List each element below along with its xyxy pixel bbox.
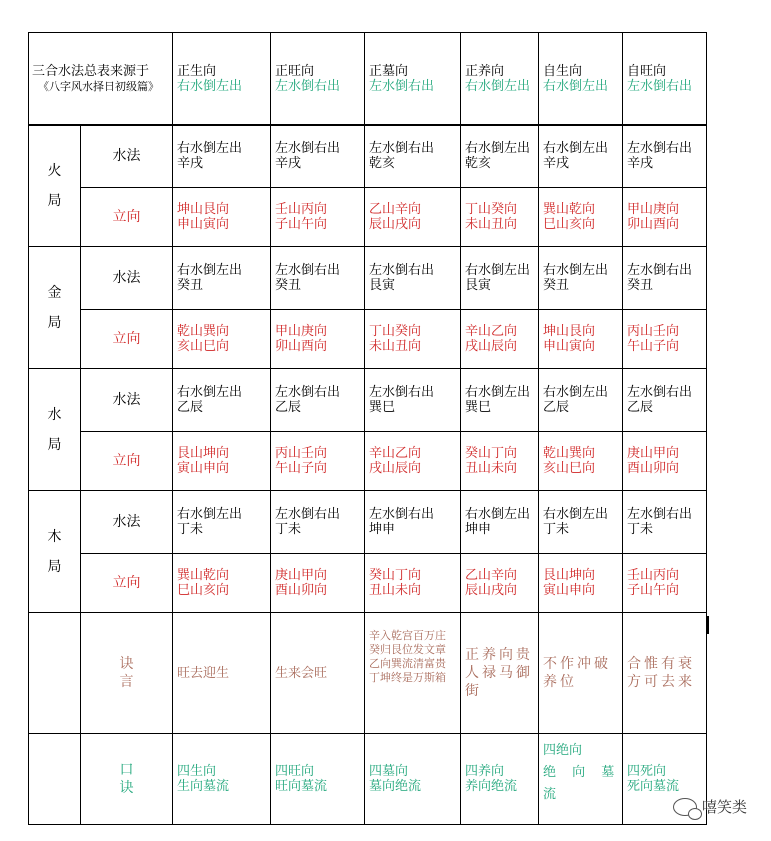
water-cell: 左水倒右出 丁未 (271, 491, 365, 554)
text-cursor (707, 616, 709, 634)
col-head: 自生向 右水倒左出 (539, 33, 623, 126)
water-cell: 右水倒左出 癸丑 (539, 247, 623, 310)
water-cell: 左水倒右出 乙辰 (623, 369, 707, 432)
col-head: 正旺向 左水倒右出 (271, 33, 365, 126)
water-cell: 右水倒左出 乙辰 (173, 369, 271, 432)
col-head: 正养向 右水倒左出 (461, 33, 539, 126)
water-label: 水法 (81, 369, 173, 432)
water-cell: 右水倒左出 巽巳 (461, 369, 539, 432)
direction-cell: 庚山甲向 酉山卯向 (271, 554, 365, 613)
group-name: 火 局 (29, 125, 81, 247)
direction-cell: 巽山乾向 巳山亥向 (173, 554, 271, 613)
koujue-cell: 四旺向 旺向墓流 (271, 734, 365, 825)
direction-cell: 辛山乙向 戌山辰向 (365, 432, 461, 491)
direction-cell: 辛山乙向 戌山辰向 (461, 310, 539, 369)
col-head: 自旺向 左水倒右出 (623, 33, 707, 126)
koujue-cell: 四生向 生向墓流 (173, 734, 271, 825)
water-cell: 右水倒左出 辛戌 (173, 125, 271, 188)
water-cell: 左水倒右出 艮寅 (365, 247, 461, 310)
koujue-label: 口诀 (81, 734, 173, 825)
water-label: 水法 (81, 491, 173, 554)
water-cell: 右水倒左出 艮寅 (461, 247, 539, 310)
water-row (29, 369, 707, 432)
direction-cell: 丁山癸向 未山丑向 (365, 310, 461, 369)
direction-label: 立向 (81, 554, 173, 613)
direction-cell: 巽山乾向 巳山亥向 (539, 188, 623, 247)
jueyan-cell: 辛入乾宫百万庄 癸归艮位发文章 乙向巽流清富贵 丁坤终是万斯箱 (365, 613, 461, 734)
direction-row (29, 554, 707, 613)
koujue-cell: 四养向 养向绝流 (461, 734, 539, 825)
direction-cell: 艮山坤向 寅山申向 (173, 432, 271, 491)
direction-cell: 甲山庚向 卯山酉向 (623, 188, 707, 247)
water-cell: 左水倒右出 乾亥 (365, 125, 461, 188)
direction-cell: 乾山巽向 亥山巳向 (173, 310, 271, 369)
sanhe-body (28, 124, 707, 825)
water-row (29, 491, 707, 554)
water-cell: 左水倒右出 丁未 (623, 491, 707, 554)
direction-row (29, 188, 707, 247)
direction-cell: 坤山艮向 申山寅向 (173, 188, 271, 247)
col-head: 正生向 右水倒左出 (173, 33, 271, 126)
jueyan-row (29, 613, 707, 734)
koujue-cell: 四死向 死向墓流 (623, 734, 707, 825)
direction-row (29, 432, 707, 491)
direction-label: 立向 (81, 432, 173, 491)
water-row (29, 125, 707, 188)
direction-row (29, 310, 707, 369)
water-cell: 右水倒左出 癸丑 (173, 247, 271, 310)
jueyan-cell: 正养向贵人禄马御街 (461, 613, 539, 734)
title-source: 《八字风水择日初级篇》 (38, 80, 159, 93)
direction-cell: 丙山壬向 午山子向 (271, 432, 365, 491)
sanhe-water-table (28, 32, 707, 126)
direction-cell: 壬山丙向 子山午向 (623, 554, 707, 613)
water-cell: 右水倒左出 辛戌 (539, 125, 623, 188)
watermark-text: 嘻笑类 (701, 798, 747, 816)
water-cell: 左水倒右出 辛戌 (623, 125, 707, 188)
direction-cell: 乾山巽向 亥山巳向 (539, 432, 623, 491)
direction-cell: 乙山辛向 辰山戌向 (461, 554, 539, 613)
header-row (29, 33, 707, 126)
water-cell: 右水倒左出 乾亥 (461, 125, 539, 188)
water-cell: 左水倒右出 癸丑 (623, 247, 707, 310)
direction-cell: 庚山甲向 酉山卯向 (623, 432, 707, 491)
direction-cell: 丁山癸向 未山丑向 (461, 188, 539, 247)
direction-cell: 癸山丁向 丑山未向 (461, 432, 539, 491)
table-title (29, 33, 173, 126)
water-cell: 左水倒右出 坤申 (365, 491, 461, 554)
koujue-cell: 四绝向 绝 向 墓 流 (539, 734, 623, 825)
group-name: 木 局 (29, 491, 81, 613)
jueyan-cell: 旺去迎生 (173, 613, 271, 734)
group-name: 水 局 (29, 369, 81, 491)
direction-cell: 丙山壬向 午山子向 (623, 310, 707, 369)
water-cell: 左水倒右出 巽巳 (365, 369, 461, 432)
col-head: 正墓向 左水倒右出 (365, 33, 461, 126)
koujue-row (29, 734, 707, 825)
water-row (29, 247, 707, 310)
water-cell: 右水倒左出 丁未 (539, 491, 623, 554)
water-cell: 右水倒左出 丁未 (173, 491, 271, 554)
koujue-cell: 四墓向 墓向绝流 (365, 734, 461, 825)
water-cell: 左水倒右出 乙辰 (271, 369, 365, 432)
water-cell: 左水倒右出 辛戌 (271, 125, 365, 188)
jueyan-cell: 生来会旺 (271, 613, 365, 734)
direction-cell: 乙山辛向 辰山戌向 (365, 188, 461, 247)
direction-cell: 甲山庚向 卯山酉向 (271, 310, 365, 369)
direction-label: 立向 (81, 310, 173, 369)
wechat-icon (673, 798, 697, 816)
direction-cell: 癸山丁向 丑山未向 (365, 554, 461, 613)
water-cell: 右水倒左出 乙辰 (539, 369, 623, 432)
direction-cell: 艮山坤向 寅山申向 (539, 554, 623, 613)
direction-cell: 坤山艮向 申山寅向 (539, 310, 623, 369)
direction-cell: 壬山丙向 子山午向 (271, 188, 365, 247)
water-cell: 右水倒左出 坤申 (461, 491, 539, 554)
jueyan-cell: 不作冲破养位 (539, 613, 623, 734)
jueyan-cell: 合惟有衰方可去来 (623, 613, 707, 734)
water-label: 水法 (81, 247, 173, 310)
title-main: 三合水法总表来源于 (32, 64, 150, 79)
watermark (673, 796, 747, 817)
water-label: 水法 (81, 125, 173, 188)
jueyan-label: 诀言 (81, 613, 173, 734)
direction-label: 立向 (81, 188, 173, 247)
group-name: 金 局 (29, 247, 81, 369)
water-cell: 左水倒右出 癸丑 (271, 247, 365, 310)
